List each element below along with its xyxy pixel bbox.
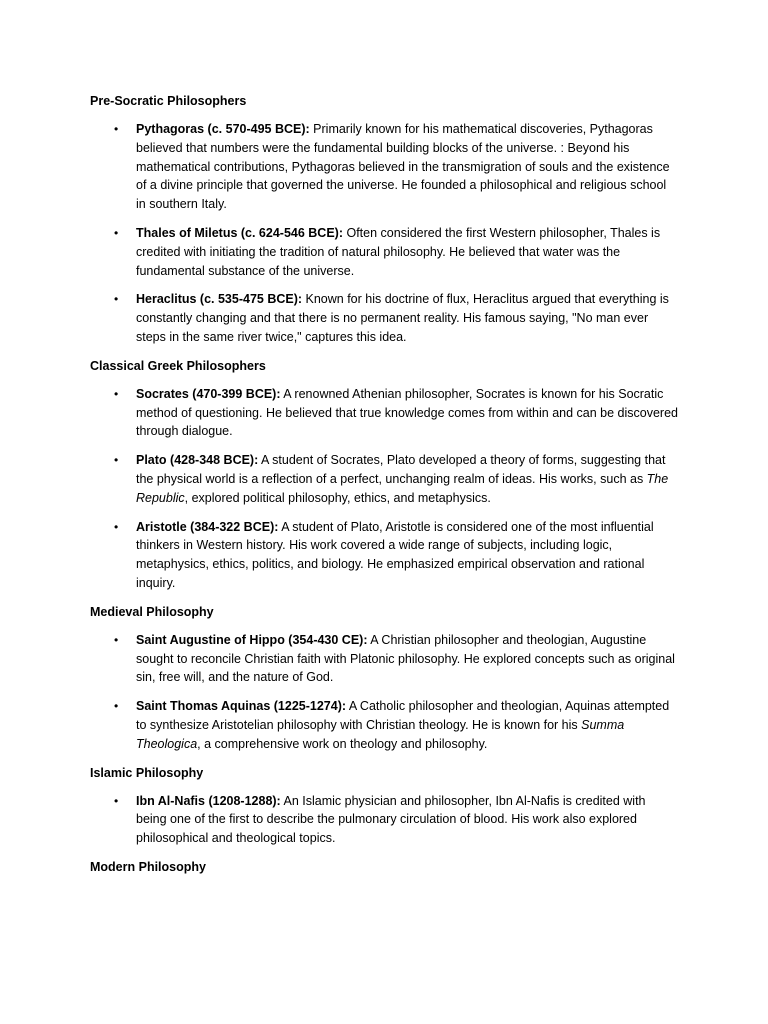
philosopher-name: Socrates (470-399 BCE): — [136, 386, 281, 401]
philosopher-name: Aristotle (384-322 BCE): — [136, 519, 279, 534]
bullet-icon: • — [114, 453, 119, 468]
list-item — [90, 631, 678, 687]
work-title: The Republic — [136, 471, 669, 505]
philosopher-name: Heraclitus (c. 535-475 BCE): — [136, 292, 303, 307]
entry-list — [90, 120, 678, 347]
section-heading: Modern Philosophy — [90, 859, 206, 874]
list-item — [90, 224, 678, 280]
entry-text: A student of Plato, Aristotle is considered one of the most influential thinkers in Western history. His work covered a wide range of subjects, including logic, metaphysics, ethics, politics, and biology. He emphasized empirical observation and rational inquiry. — [136, 519, 654, 590]
entry-text: A student of Socrates, Plato developed a theory of forms, suggesting that the physical world is a reflection of a perfect, unchanging realm of ideas. His works, such as — [136, 453, 666, 486]
philosopher-name: Pythagoras (c. 570-495 BCE): — [136, 122, 310, 136]
entry-text: A Christian philosopher and theologian, Augustine sought to reconcile Christian faith with Platonic philosophy. He explored concepts such as original sin, free will, and the nature of God. — [136, 632, 675, 685]
entry-list — [90, 631, 678, 754]
entry-list — [90, 385, 678, 593]
bullet-icon: • — [114, 519, 119, 534]
bullet-icon: • — [114, 225, 119, 240]
section-pre-socratic — [90, 92, 678, 347]
section-modern — [90, 858, 678, 877]
bullet-icon: • — [114, 632, 119, 647]
section-heading: Islamic Philosophy — [90, 765, 204, 780]
list-item — [90, 792, 678, 848]
bullet-icon: • — [114, 122, 119, 136]
bullet-icon: • — [114, 699, 119, 714]
philosopher-name: Saint Thomas Aquinas (1225-1274): — [136, 699, 347, 714]
bullet-icon: • — [114, 292, 119, 307]
list-item — [90, 120, 678, 214]
philosopher-name: Saint Augustine of Hippo (354-430 CE): — [136, 632, 368, 647]
work-title: Summa Theologica — [136, 717, 625, 751]
bullet-icon: • — [114, 793, 119, 808]
entry-text: Often considered the first Western philosopher, Thales is credited with initiating the tradition of natural philosophy. He believed that water was the fundamental substance of the universe. — [136, 225, 661, 278]
entry-text: Known for his doctrine of flux, Heraclitus argued that everything is constantly changing and that there is no permanent reality. His famous saying, "No man ever steps in the same river twice," captures this idea. — [136, 292, 669, 344]
section-heading: Pre-Socratic Philosophers — [90, 94, 247, 108]
entry-text-after: , a comprehensive work on theology and philosophy. — [197, 736, 488, 751]
philosopher-name: Plato (428-348 BCE): — [136, 453, 259, 468]
entry-text: An Islamic physician and philosopher, Ibn Al-Nafis is credited with being one of the first to describe the pulmonary circulation of blood. His work also explored philosophical and theological topics. — [136, 793, 646, 846]
philosopher-name: Ibn Al-Nafis (1208-1288): — [136, 793, 281, 808]
list-item — [90, 518, 678, 593]
section-islamic — [90, 764, 678, 848]
list-item — [90, 290, 678, 346]
list-item — [90, 451, 678, 507]
entry-text-after: , explored political philosophy, ethics, and metaphysics. — [184, 490, 491, 505]
section-heading: Medieval Philosophy — [90, 604, 214, 619]
section-heading: Classical Greek Philosophers — [90, 358, 266, 373]
list-item — [90, 697, 678, 753]
entry-text: A Catholic philosopher and theologian, Aquinas attempted to synthesize Aristotelian philosophy with Christian theology. He is known for his — [136, 699, 670, 732]
section-medieval — [90, 603, 678, 754]
section-classical-greek — [90, 357, 678, 593]
philosopher-name: Thales of Miletus (c. 624-546 BCE): — [136, 225, 344, 240]
entry-list — [90, 792, 678, 848]
list-item — [90, 385, 678, 441]
entry-text: Primarily known for his mathematical discoveries, Pythagoras believed that numbers were the fundamental building blocks of the universe. : Beyond his mathematical contributions, Pythagoras believed in the transmigration of souls and the existence of a divine principle that governed the universe. He founded a philosophical and religious school in southern Italy. — [136, 122, 670, 212]
entry-text: A renowned Athenian philosopher, Socrates is known for his Socratic method of questioning. He believed that true knowledge comes from within and can be discovered through dialogue. — [136, 386, 678, 439]
bullet-icon: • — [114, 386, 119, 401]
